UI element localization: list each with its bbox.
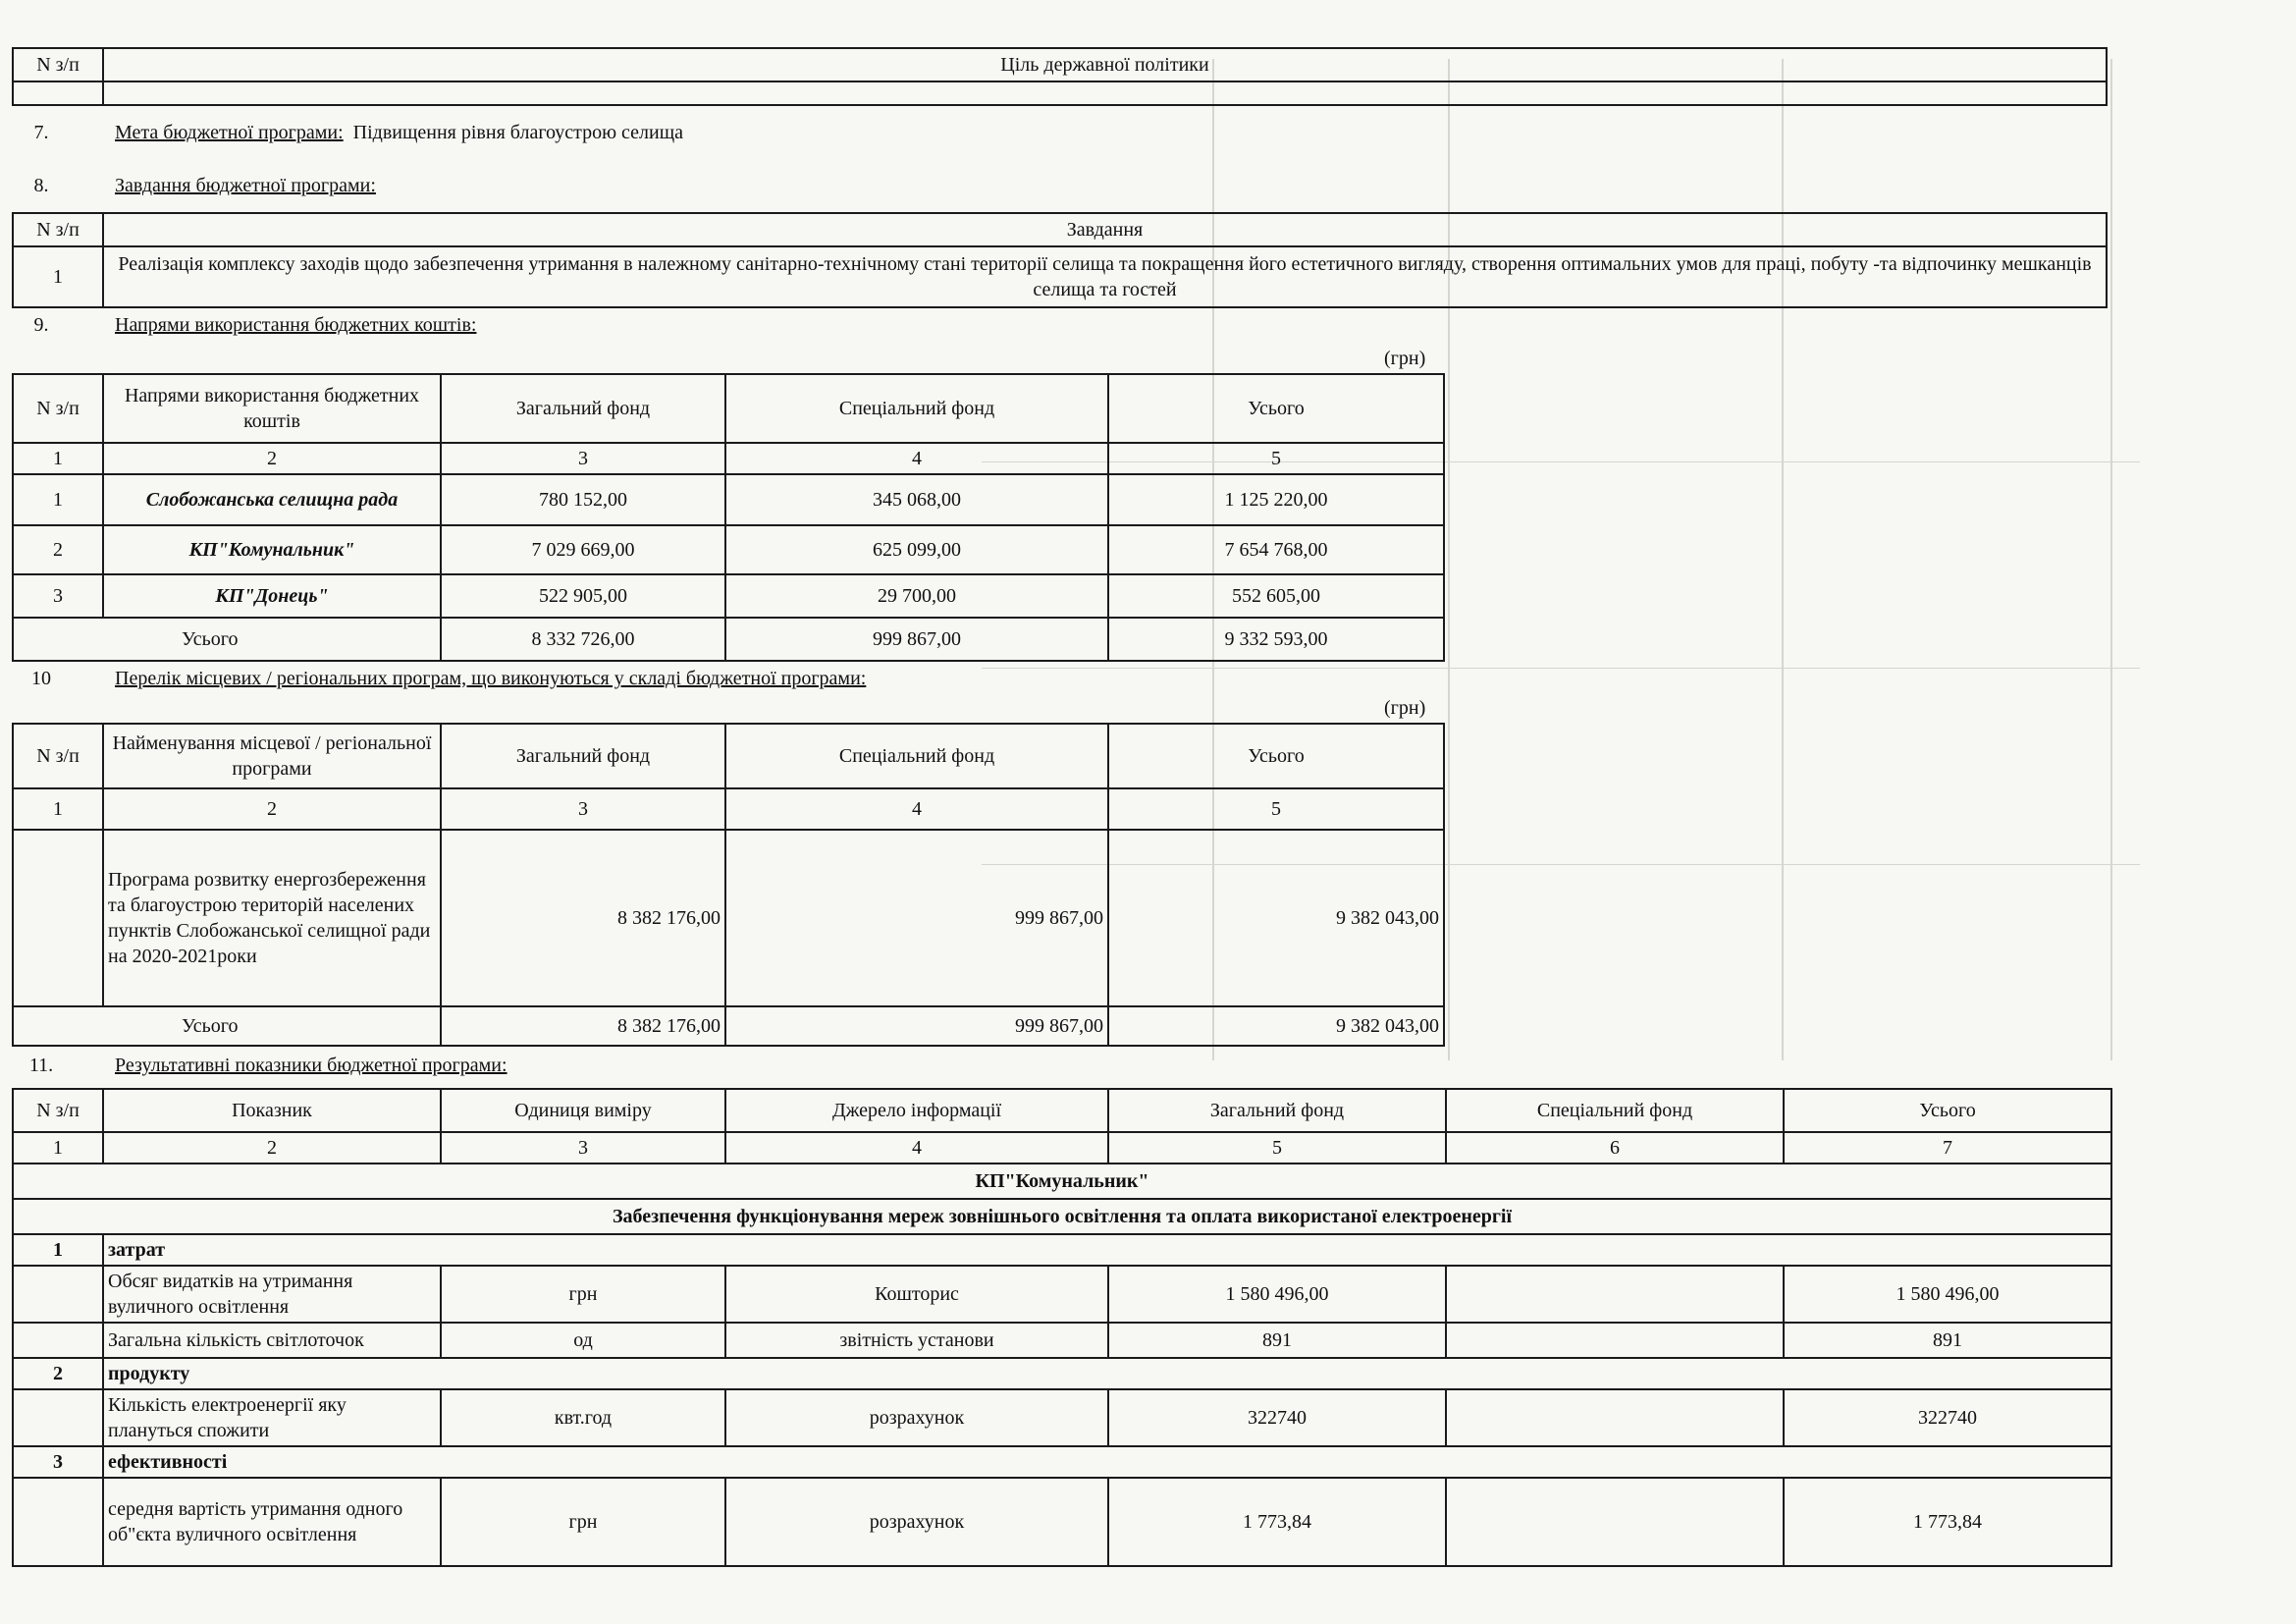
general-fund: 7 029 669,00	[441, 525, 725, 574]
task-text: Реалізація комплексу заходів щодо забезпечення утримання в належному санітарно-технічному стані території селища та покращення його естетичного вигляду, створення оптимальних умов для праці, побуту -та відпочинку мешканців селища та гостей	[103, 246, 2107, 307]
section-number: 7.	[33, 122, 49, 143]
col-number: 4	[725, 1132, 1108, 1164]
total-all: 9 382 043,00	[1108, 1006, 1444, 1046]
col-header: Напрями використання бюджетних коштів	[103, 374, 441, 443]
task-num: 1	[13, 246, 103, 307]
col-header: Загальний фонд	[1108, 1089, 1446, 1132]
direction-name: КП"Донець"	[103, 574, 441, 618]
bleed-through-line	[1448, 59, 1450, 1060]
col-number: 6	[1446, 1132, 1784, 1164]
col-number: 5	[1108, 1132, 1446, 1164]
group-num: 2	[13, 1358, 103, 1389]
total-general: 8 332 726,00	[441, 618, 725, 661]
section-label: Завдання бюджетної програми:	[115, 175, 376, 196]
indicator-general: 891	[1108, 1323, 1446, 1358]
group-name: затрат	[103, 1234, 2111, 1266]
indicator-special	[1446, 1389, 1784, 1446]
col-header: Загальний фонд	[441, 374, 725, 443]
bleed-through-line	[2110, 59, 2112, 1060]
total: 1 125 220,00	[1108, 474, 1444, 525]
col-header-goal: Ціль державної політики	[103, 48, 2107, 81]
group-name: ефективності	[103, 1446, 2111, 1478]
col-header: Спеціальний фонд	[725, 374, 1108, 443]
indicators-table	[12, 1088, 2112, 1567]
empty-cell	[13, 1323, 103, 1358]
program-name: Програма розвитку енергозбереження та благоустрою територій населених пунктів Слобожанської селищної ради на 2020-2021роки	[103, 830, 441, 1006]
col-header-num: N з/п	[13, 48, 103, 81]
indicator-total: 1 773,84	[1784, 1478, 2111, 1566]
indicator-general: 1 773,84	[1108, 1478, 1446, 1566]
col-header-num: N з/п	[13, 213, 103, 246]
col-header: N з/п	[13, 1089, 103, 1132]
empty-cell	[13, 1389, 103, 1446]
indicator-general: 1 580 496,00	[1108, 1266, 1446, 1323]
section-9	[12, 314, 797, 342]
col-number: 2	[103, 443, 441, 474]
empty-cell	[103, 81, 2107, 105]
organization-row: КП"Комунальник"	[13, 1164, 2111, 1199]
special-fund: 999 867,00	[725, 830, 1108, 1006]
section-7	[12, 122, 1190, 149]
indicator-total: 891	[1784, 1323, 2111, 1358]
indicator-unit: од	[441, 1323, 725, 1358]
general-fund: 780 152,00	[441, 474, 725, 525]
total: 552 605,00	[1108, 574, 1444, 618]
general-fund: 522 905,00	[441, 574, 725, 618]
col-header: Усього	[1108, 724, 1444, 788]
indicator-total: 322740	[1784, 1389, 2111, 1446]
directions-table	[12, 373, 1445, 662]
col-header: Спеціальний фонд	[725, 724, 1108, 788]
total-label: Усього	[103, 1006, 441, 1046]
col-header-task: Завдання	[103, 213, 2107, 246]
section-11	[12, 1055, 993, 1082]
total: 9 382 043,00	[1108, 830, 1444, 1006]
special-fund: 345 068,00	[725, 474, 1108, 525]
empty-cell	[13, 1266, 103, 1323]
policy-goal-table	[12, 47, 2108, 106]
col-number: 1	[13, 443, 103, 474]
indicator-source: розрахунок	[725, 1389, 1108, 1446]
indicator-special	[1446, 1323, 1784, 1358]
total-general: 8 382 176,00	[441, 1006, 725, 1046]
col-number: 3	[441, 443, 725, 474]
col-header: Одиниця виміру	[441, 1089, 725, 1132]
general-fund: 8 382 176,00	[441, 830, 725, 1006]
total-label: Усього	[103, 618, 441, 661]
group-num: 1	[13, 1234, 103, 1266]
col-header: Усього	[1784, 1089, 2111, 1132]
empty-cell	[13, 1478, 103, 1566]
section-label: Результативні показники бюджетної програми:	[115, 1055, 507, 1076]
total: 7 654 768,00	[1108, 525, 1444, 574]
section-number: 9.	[33, 314, 49, 336]
col-header: Усього	[1108, 374, 1444, 443]
indicator-source: звітність установи	[725, 1323, 1108, 1358]
unit-label: (грн)	[1384, 697, 1426, 719]
col-number: 2	[103, 1132, 441, 1164]
program-goal: Підвищення рівня благоустрою селища	[352, 122, 684, 143]
indicator-name: Кількість електроенергії яку плануться спожити	[103, 1389, 441, 1446]
col-number: 2	[103, 788, 441, 830]
section-label: Мета бюджетної програми:	[115, 122, 344, 143]
empty-cell	[13, 1006, 103, 1046]
special-fund: 29 700,00	[725, 574, 1108, 618]
section-label: Перелік місцевих / регіональних програм, що виконуються у складі бюджетної програми:	[115, 668, 867, 689]
group-num: 3	[13, 1446, 103, 1478]
section-number: 10	[31, 668, 51, 689]
total-all: 9 332 593,00	[1108, 618, 1444, 661]
indicator-special	[1446, 1266, 1784, 1323]
row-num	[13, 830, 103, 1006]
row-num: 2	[13, 525, 103, 574]
total-special: 999 867,00	[725, 618, 1108, 661]
indicator-special	[1446, 1478, 1784, 1566]
section-label: Напрями використання бюджетних коштів:	[115, 314, 477, 336]
col-number: 7	[1784, 1132, 2111, 1164]
col-number: 1	[13, 788, 103, 830]
indicator-total: 1 580 496,00	[1784, 1266, 2111, 1323]
subprogram-title: Забезпечення функціонування мереж зовнішнього освітлення та оплата використаної електроенергії	[13, 1199, 2111, 1234]
indicator-source: Кошторис	[725, 1266, 1108, 1323]
col-header: N з/п	[13, 724, 103, 788]
tasks-table	[12, 212, 2108, 308]
indicator-unit: грн	[441, 1266, 725, 1323]
programs-table	[12, 723, 1445, 1047]
bleed-through-line	[1782, 59, 1784, 1060]
col-header: Показник	[103, 1089, 441, 1132]
col-number: 1	[13, 1132, 103, 1164]
group-name: продукту	[103, 1358, 2111, 1389]
special-fund: 625 099,00	[725, 525, 1108, 574]
col-header: Загальний фонд	[441, 724, 725, 788]
col-header: Найменування місцевої / регіональної програми	[103, 724, 441, 788]
total-special: 999 867,00	[725, 1006, 1108, 1046]
col-header: N з/п	[13, 374, 103, 443]
indicator-unit: грн	[441, 1478, 725, 1566]
empty-cell	[13, 618, 103, 661]
unit-label: (грн)	[1384, 348, 1426, 369]
indicator-name: середня вартість утримання одного об"єкта вуличного освітлення	[103, 1478, 441, 1566]
col-number: 3	[441, 1132, 725, 1164]
direction-name: Слобожанська селищна рада	[103, 474, 441, 525]
section-8	[12, 175, 797, 202]
col-header: Джерело інформації	[725, 1089, 1108, 1132]
section-text	[115, 122, 683, 144]
indicator-name: Обсяг видатків на утримання вуличного освітлення	[103, 1266, 441, 1323]
row-num: 1	[13, 474, 103, 525]
empty-cell	[13, 81, 103, 105]
col-number: 5	[1108, 788, 1444, 830]
indicator-source: розрахунок	[725, 1478, 1108, 1566]
col-number: 5	[1108, 443, 1444, 474]
section-number: 8.	[33, 175, 49, 196]
indicator-name: Загальна кількість світлоточок	[103, 1323, 441, 1358]
col-number: 4	[725, 788, 1108, 830]
col-number: 3	[441, 788, 725, 830]
col-number: 4	[725, 443, 1108, 474]
col-header: Спеціальний фонд	[1446, 1089, 1784, 1132]
indicator-unit: квт.год	[441, 1389, 725, 1446]
row-num: 3	[13, 574, 103, 618]
indicator-general: 322740	[1108, 1389, 1446, 1446]
section-number: 11.	[28, 1055, 54, 1076]
direction-name: КП"Комунальник"	[103, 525, 441, 574]
section-10	[12, 668, 1190, 695]
